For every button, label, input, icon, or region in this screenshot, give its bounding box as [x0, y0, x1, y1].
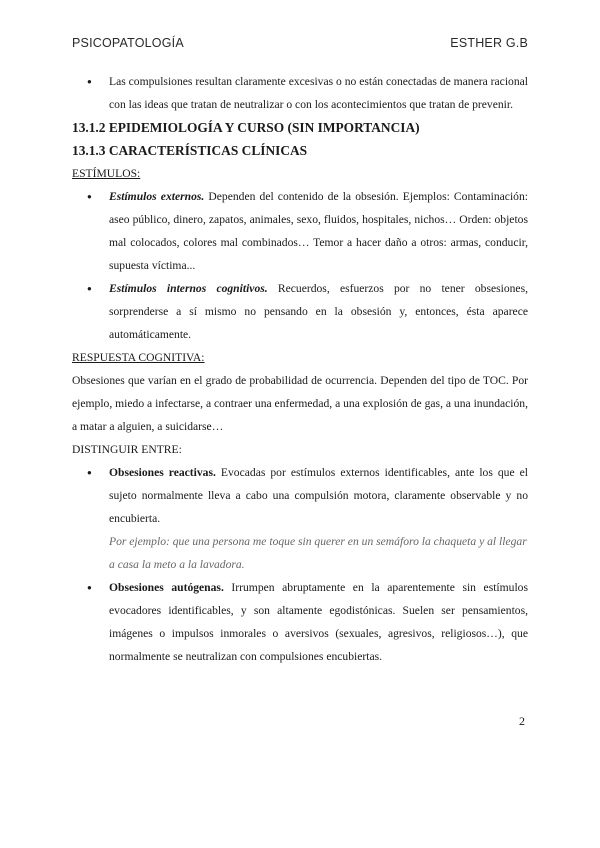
- obsesiones-reactivas-text: Evocadas por estímulos externos identificables, ante los que el sujeto normalmente lleva a cabo una compulsión motora, claramente observable y no encubierta.: [109, 466, 528, 525]
- obsesiones-autogenas-text: Irrumpen abruptamente en la aparentemente sin estímulos evocadores identificables, y son altamente egodistónicas. Suelen ser pensamientos, imágenes o impulsos inmorales o aversivos (sexuales, agresivos, religiosos…), que normalmente se neutralizan con compulsiones encubiertas.: [109, 581, 528, 663]
- heading-caracteristicas: 13.1.3 CARACTERÍSTICAS CLÍNICAS: [72, 143, 308, 158]
- header-subject: PSICOPATOLOGÍA: [72, 36, 184, 50]
- page-content: [72, 70, 528, 668]
- obsesiones-reactivas-term: Obsesiones reactivas.: [109, 466, 216, 479]
- estimulo-interno-term: Estímulos internos cognitivos.: [109, 282, 268, 295]
- respuesta-text: Obsesiones que varían en el grado de probabilidad de ocurrencia. Dependen del tipo de TOC. Por ejemplo, miedo a infectarse, a contraer una enfermedad, a una explosión de gas, a una inundación, a matar a alguien, a suicidarse…: [72, 374, 528, 433]
- estimulos-label: ESTÍMULOS:: [72, 167, 141, 180]
- estimulo-externo-term: Estímulos externos.: [109, 190, 205, 203]
- estimulo-externo: [72, 185, 528, 277]
- estimulo-externo-text: Dependen del contenido de la obsesión. Ejemplos: Contaminación: aseo público, dinero, zapatos, animales, sexo, fluidos, hospitales, nichos… Orden: objetos mal colocados, colores mal combinados… Temor a hacer daño a otros: armas, conducir, supuesta víctima...: [109, 190, 528, 272]
- obsesiones-autogenas: [72, 576, 528, 668]
- respuesta-label: RESPUESTA COGNITIVA:: [72, 351, 205, 364]
- obsesiones-reactivas: [72, 461, 528, 530]
- estimulo-interno: [72, 277, 528, 346]
- page-header: [72, 36, 528, 56]
- heading-epidemiologia: 13.1.2 EPIDEMIOLOGÍA Y CURSO (SIN IMPORTANCIA): [72, 120, 420, 135]
- page-number: 2: [519, 714, 525, 728]
- header-author: ESTHER G.B: [450, 36, 528, 50]
- obsesiones-reactivas-example: Por ejemplo: que una persona me toque sin querer en un semáforo la chaqueta y al llegar a casa la meto a la lavadora.: [109, 535, 527, 571]
- estimulo-interno-text: Recuerdos, esfuerzos por no tener obsesiones, sorprenderse a sí mismo no pensando en la obsesión y, entonces, ésta aparece automáticamente.: [109, 282, 528, 341]
- distinguir-label: DISTINGUIR ENTRE:: [72, 443, 182, 456]
- obsesiones-autogenas-term: Obsesiones autógenas.: [109, 581, 224, 594]
- intro-bullet: ● Las compulsiones resultan claramente excesivas o no están conectadas de manera racional con las ideas que tratan de neutralizar o con los acontecimientos que tratan de prevenir.: [72, 70, 528, 116]
